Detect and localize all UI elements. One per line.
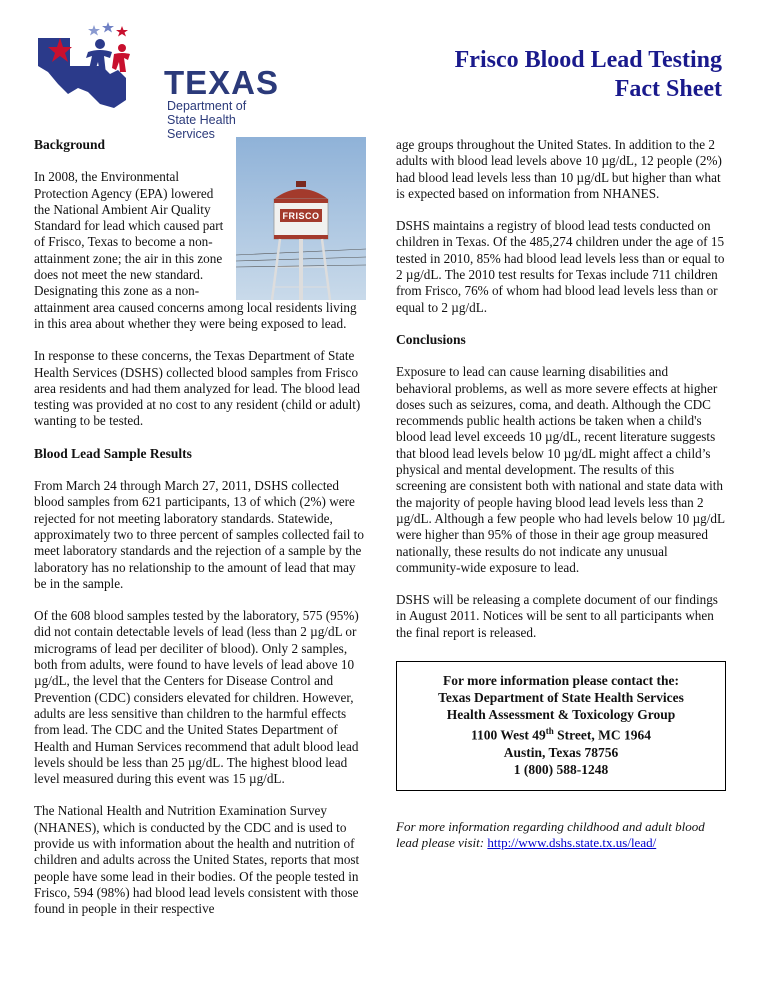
footer-note-text: For more information regarding childhood and adult blood lead please visit: [396, 818, 705, 850]
background-paragraph-1 [34, 169, 364, 332]
logo-line3: State Health Services [167, 113, 236, 141]
results-paragraph-3-continued: age groups throughout the United States. In addition to the 2 adults with blood lead levels above 10 µg/dL, 12 people (2%) had blood lead levels less than 10 µg/dL but higher than what is expected based on information from NHANES. [396, 137, 722, 201]
logo-title: TEXAS [164, 64, 280, 101]
right-column [396, 137, 726, 851]
results-heading: Blood Lead Sample Results [34, 445, 192, 461]
contact-city: Austin, Texas 78756 [503, 744, 619, 760]
background-paragraph-2: In response to these concerns, the Texas Department of State Health Services (DSHS) collected blood samples from Frisco area residents and had them analyzed for lead. The blood lead testing was provided at no cost to any resident (child or adult) wanting to be tested. [34, 348, 361, 429]
registry-paragraph: DSHS maintains a registry of blood lead tests conducted on children in Texas. Of the 485,274 children under the age of 15 tested in 2010, 85% had blood lead levels less than or equal to 2 µg/dL. The 2010 test results for Texas include 711 children from Frisco, 76% of whom had blood lead levels less than or equal to 2 µg/dL. [396, 218, 725, 315]
lead-info-link[interactable]: http://www.dshs.state.tx.us/lead/ [487, 834, 657, 850]
contact-address-post: Street, MC 1964 [553, 727, 651, 743]
contact-line1: For more information please contact the: [442, 673, 680, 689]
conclusions-paragraph-1: Exposure to lead can cause learning disabilities and behavioral problems, as well as more severe effects at higher doses such as seizures, coma, and death. Although the CDC recommends public health actions be taken when a child's blood lead level exceeds 10 µg/dL, recent literature suggests that blood lead levels below 10 µg/dL might affect a child’s physical and mental development. The results of this screening are consistent both with national and state data with the majority of people having blood lead levels less than 2 µg/dL. Although a few people who had levels below 10 µg/dL were higher than 95% of those in their age group measured nationally, these results do not indicate any unusual community-wide exposure to lead. [396, 364, 725, 575]
results-paragraph-1: From March 24 through March 27, 2011, DSHS collected blood samples from 621 participants, 13 of which (2%) were rejected for not meeting laboratory standards. Statewide, approximately two to three percent of samples collected fail to meet laboratory standards and the rejection of a sample by the laboratory has no relationship to the amount of lead that may be in the sample. [34, 478, 364, 591]
title-line2: Fact Sheet [614, 76, 722, 102]
conclusions-paragraph-2: DSHS will be releasing a complete document of our findings in August 2011. Notices will be sent to all participants when the final report is released. [396, 592, 718, 640]
title-line1: Frisco Blood Lead Testing [454, 47, 722, 73]
contact-address-sup: th [545, 726, 554, 737]
conclusions-heading: Conclusions [396, 331, 466, 347]
results-paragraph-2: Of the 608 blood samples tested by the laboratory, 575 (95%) did not contain detectable levels of lead (less than 2 µg/dL or micrograms of lead per deciliter of blood). Only 2 samples, both from adults, were found to have levels of lead above 10 µg/dL, the level that the Centers for Disease Control and Prevention (CDC) considers elevated for children. However, adults are less sensitive than children to the harmful effects from lead. The CDC and the United States Department of Health and Human Services recommend that adult blood lead levels should be less than 25 µg/dL. The highest blood lead level measured during this event was 15 µg/dL. [34, 608, 359, 787]
logo-subtitle [167, 99, 270, 141]
results-paragraph-3: The National Health and Nutrition Examination Survey (NHANES), which is conducted by the CDC and is used to provide us with information about the health and nutrition of children and adults across the United States, reports that most people have some lead in their bodies. Of the people tested in Frisco, 594 (98%) had blood lead levels consistent with those found in people in their respective [34, 803, 360, 917]
background-heading: Background [34, 137, 106, 152]
photo-float-spacer [228, 169, 364, 299]
contact-box [396, 661, 726, 791]
dshs-logo [30, 22, 280, 141]
footer-note [396, 819, 726, 851]
water-tower-label: FRISCO [282, 211, 320, 221]
background-text-1: In 2008, the Environmental Protection Agency (EPA) lowered the National Ambient Air Quality Standard for lead which caused part of Frisco, Texas to become a non-attainment zone; the air in this zone does not meet the new standard. Designating this zone as a non-attainment area caused concerns among local residents living in this area about whether they were being exposed to lead. [34, 169, 357, 331]
logo-line2: Department of [167, 99, 247, 113]
page-title [455, 46, 722, 104]
contact-line2: Texas Department of State Health Services [438, 690, 684, 706]
contact-line3: Health Assessment & Toxicology Group [446, 707, 676, 723]
contact-phone: 1 (800) 588-1248 [513, 761, 609, 777]
contact-address [403, 723, 719, 744]
left-column [34, 137, 364, 933]
contact-address-pre: 1100 West 49 [470, 727, 546, 743]
